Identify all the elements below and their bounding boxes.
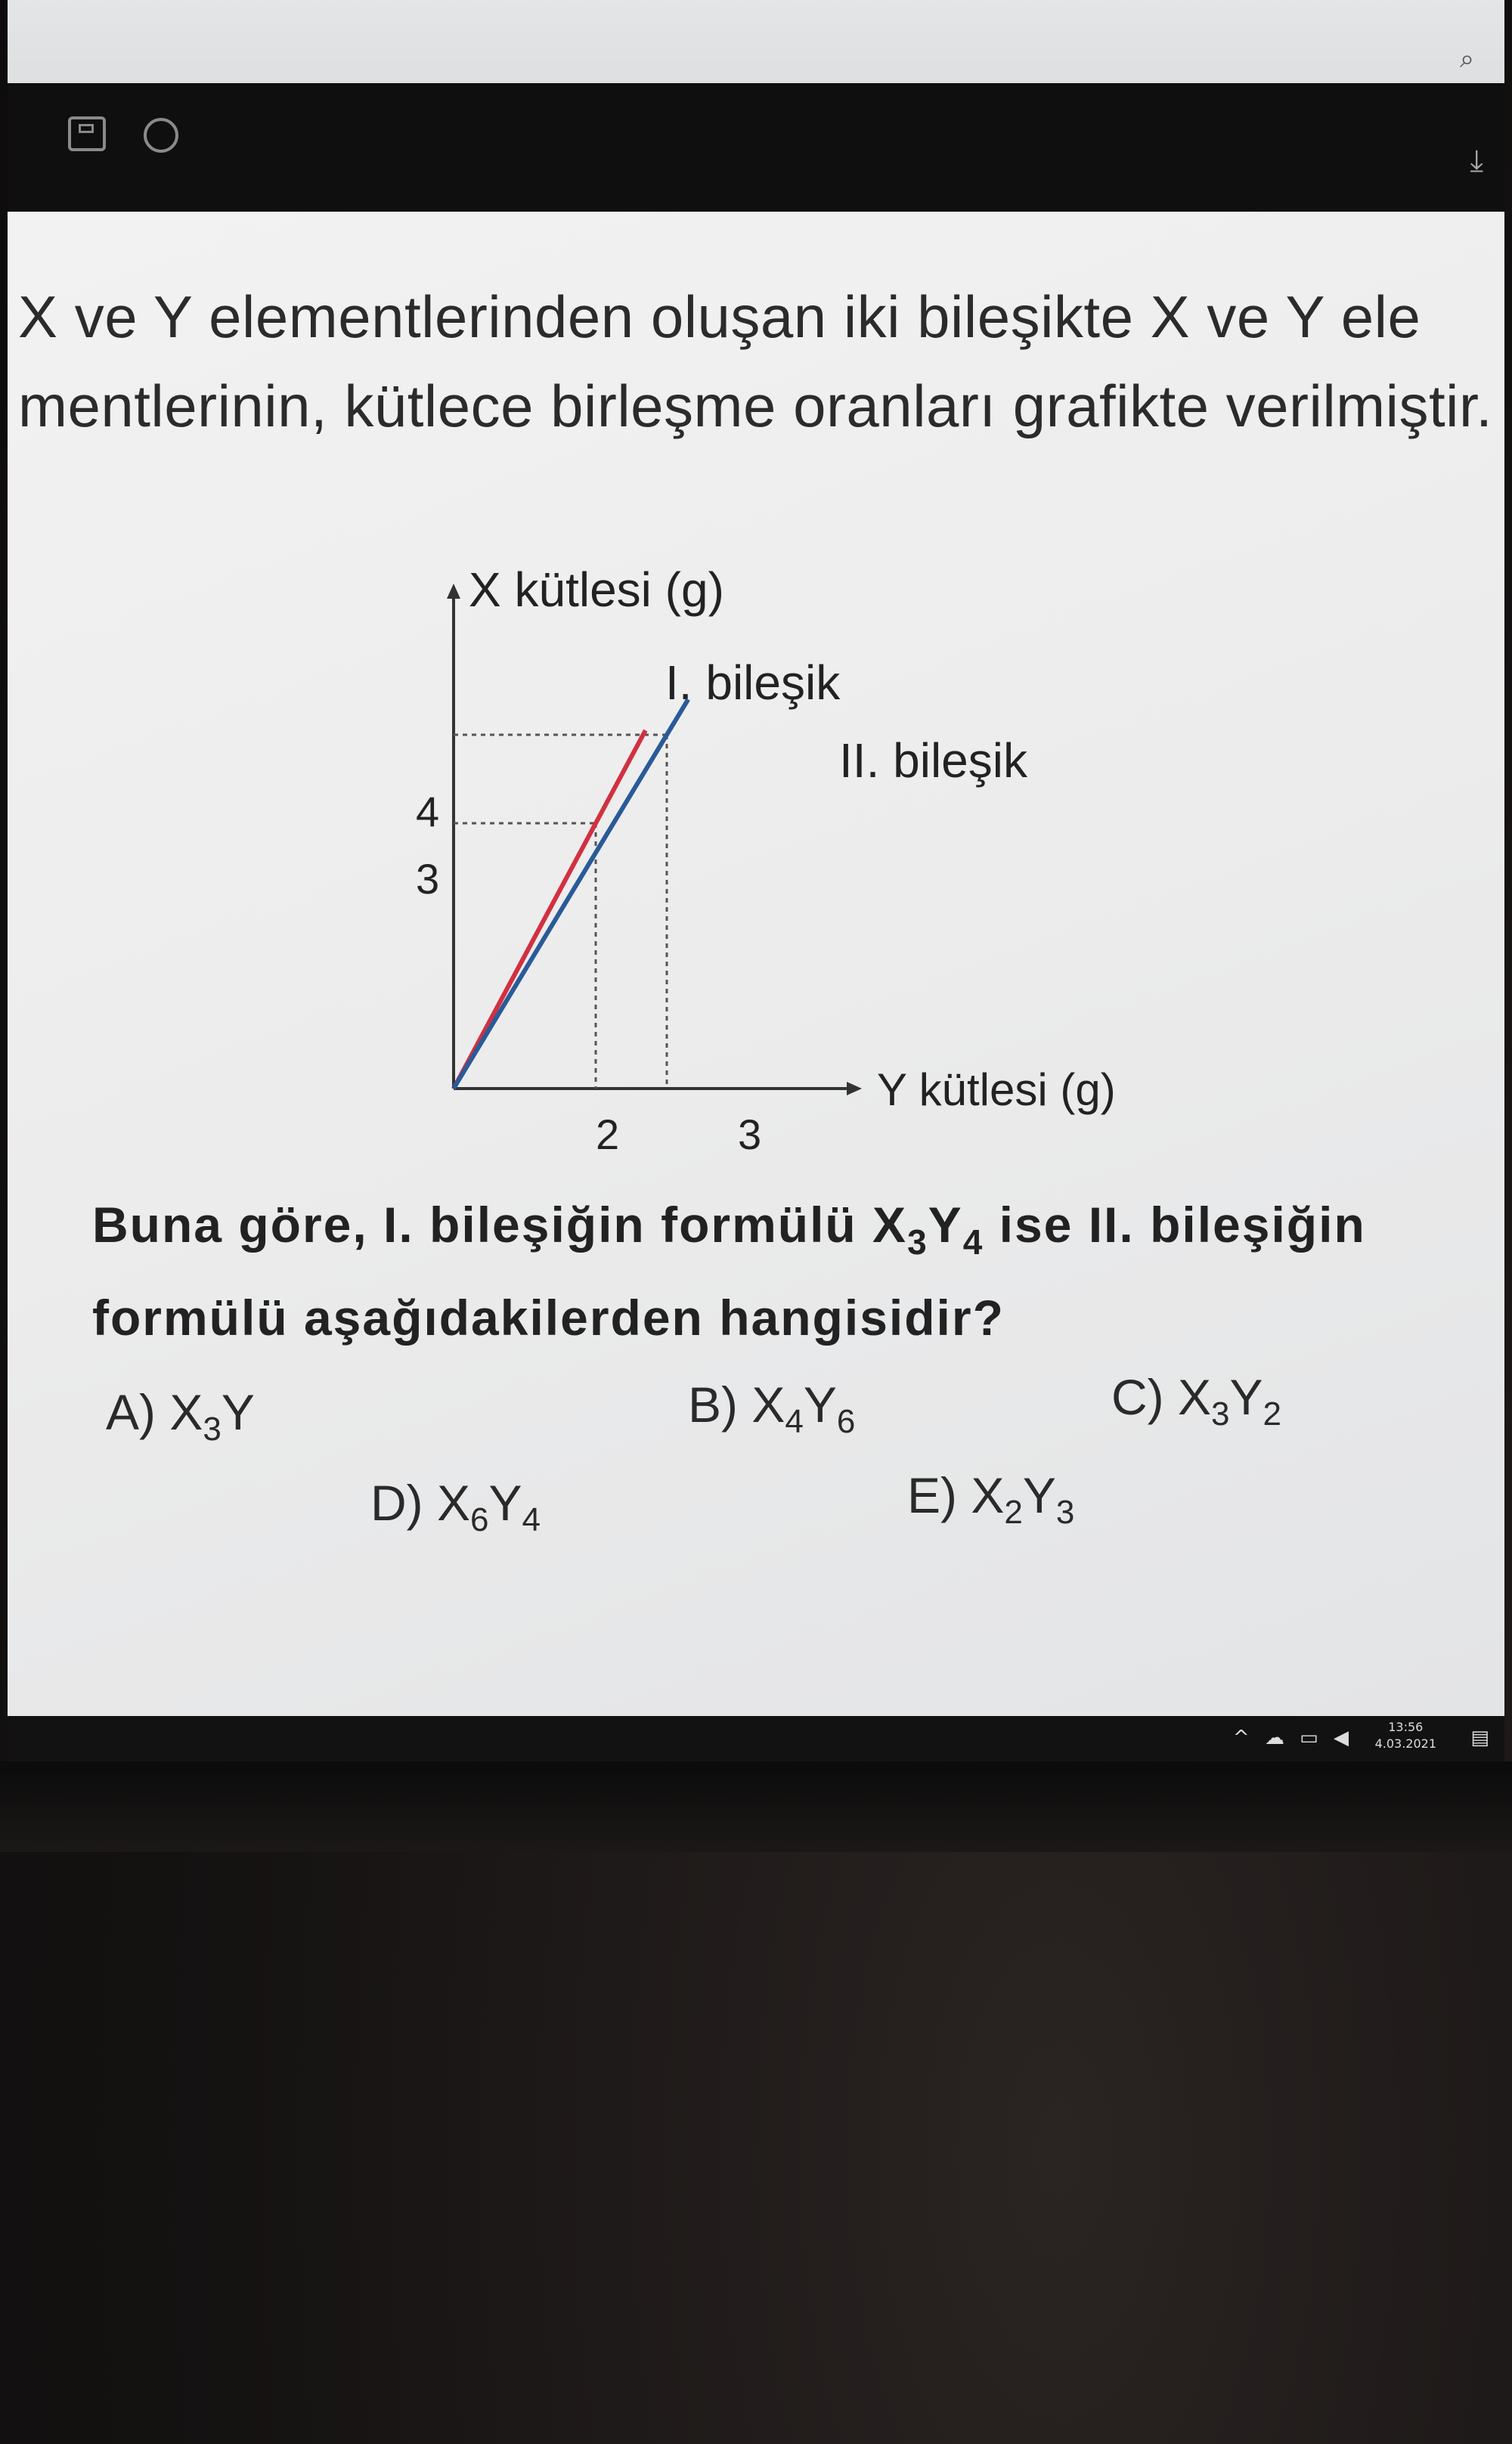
- option-c-mid: Y: [1229, 1369, 1263, 1425]
- tray-time: 13:56: [1388, 1720, 1424, 1734]
- option-c-prefix: C) X: [1111, 1369, 1211, 1425]
- x-axis-arrow: [847, 1082, 862, 1095]
- option-e-sub1: 2: [1004, 1494, 1023, 1531]
- option-b-sub2: 6: [836, 1403, 856, 1440]
- option-e[interactable]: [907, 1467, 1074, 1532]
- question-sub-b: 4: [962, 1222, 984, 1262]
- option-c-sub2: 2: [1263, 1395, 1281, 1433]
- save-icon[interactable]: [68, 116, 106, 151]
- y-axis-arrow: [447, 584, 460, 599]
- chart-marks: [454, 699, 688, 1089]
- series-line-1: [454, 730, 646, 1089]
- option-b[interactable]: [688, 1376, 855, 1441]
- series-label-1: I. bileşik: [665, 655, 841, 710]
- tray-date: 4.03.2021: [1374, 1736, 1436, 1751]
- question-sub-a: 3: [907, 1222, 928, 1262]
- question-part-3: ise II. bileşiğin: [984, 1197, 1366, 1253]
- question-part-2: Y: [928, 1197, 963, 1253]
- y-tick-3: 3: [416, 855, 440, 903]
- option-e-prefix: E) X: [907, 1467, 1005, 1523]
- question-line-1: [92, 1187, 1483, 1280]
- option-a-mid: Y: [221, 1384, 255, 1440]
- browser-top-bar: [8, 0, 1504, 83]
- intro-line-1: X ve Y elementlerinden oluşan iki bileşikte X ve Y ele: [18, 283, 1421, 350]
- option-e-sub2: 3: [1055, 1494, 1075, 1531]
- rotate-icon[interactable]: [144, 118, 178, 153]
- x-axis-label: Y kütlesi (g): [877, 1064, 1116, 1115]
- monitor-bezel: [0, 1761, 1512, 1852]
- intro-line-2: mentlerinin, kütlece birleşme oranları grafikte verilmiştir.: [18, 373, 1493, 439]
- option-b-mid: Y: [803, 1377, 837, 1433]
- option-a-sub1: 3: [203, 1411, 222, 1448]
- option-b-prefix: B) X: [688, 1377, 785, 1433]
- option-c-sub1: 3: [1211, 1395, 1230, 1433]
- notification-icon[interactable]: ▤: [1470, 1727, 1489, 1749]
- system-tray-icons[interactable]: ^ ☁ ▭ ◀: [1232, 1727, 1353, 1749]
- question-intro: [18, 272, 1504, 451]
- option-d-prefix: D) X: [370, 1475, 470, 1531]
- series-line-2: [454, 699, 688, 1089]
- question-line-2: formülü aşağıdakilerden hangisidir?: [92, 1290, 1005, 1346]
- monitor-screen: [8, 0, 1504, 1761]
- option-b-sub1: 4: [785, 1403, 804, 1440]
- option-d-mid: Y: [488, 1475, 522, 1531]
- option-d[interactable]: [370, 1474, 541, 1539]
- question-part-1: Buna göre, I. bileşiğin formülü X: [92, 1197, 908, 1253]
- option-c[interactable]: [1111, 1368, 1281, 1433]
- windows-taskbar: [8, 1716, 1504, 1761]
- option-e-mid: Y: [1022, 1467, 1056, 1523]
- x-tick-2: 2: [596, 1110, 620, 1158]
- option-d-sub1: 6: [470, 1501, 489, 1538]
- download-icon[interactable]: ⤓: [1470, 144, 1483, 178]
- y-tick-4: 4: [416, 788, 440, 835]
- mass-ratio-chart: [370, 544, 1202, 1164]
- x-tick-3: 3: [738, 1110, 762, 1158]
- question-text: [92, 1187, 1483, 1355]
- image-viewer-toolbar: [8, 83, 1504, 212]
- option-a[interactable]: [106, 1383, 255, 1448]
- y-axis-label: X kütlesi (g): [469, 562, 724, 617]
- option-d-sub2: 4: [522, 1501, 541, 1538]
- option-a-prefix: A) X: [106, 1384, 203, 1440]
- tray-clock[interactable]: [1375, 1719, 1436, 1752]
- series-label-2: II. bileşik: [839, 733, 1027, 788]
- zoom-icon[interactable]: ⌕: [1459, 44, 1474, 74]
